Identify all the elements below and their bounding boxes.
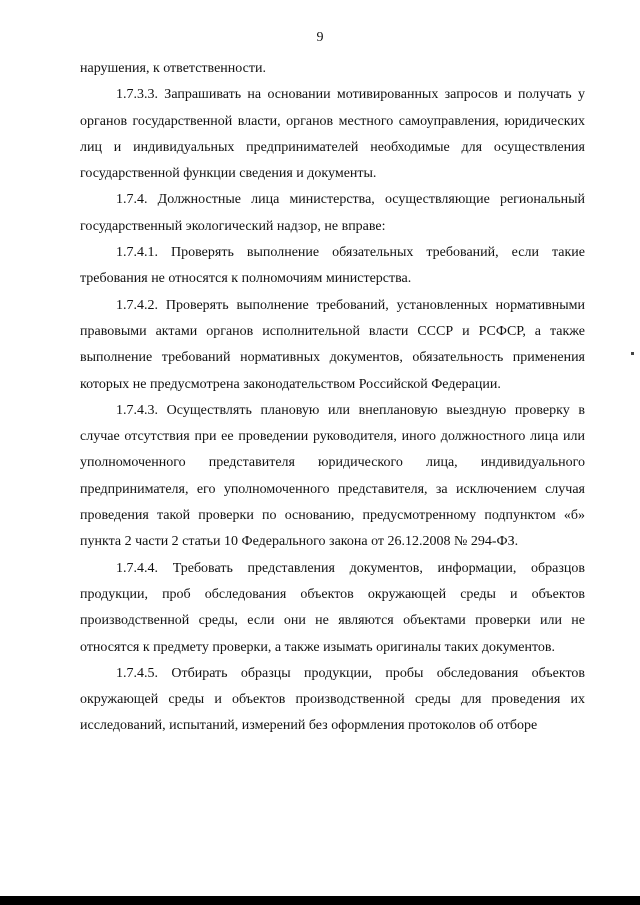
paragraph-1-7-4-4: 1.7.4.4. Требовать представления документов, информации, образцов продукции, проб обследования объектов окружающей среды и объектов производственной среды, если они не являются объектами проверки или не относятся к предмету проверки, а также изымать оригиналы таких документов.: [80, 560, 585, 655]
paragraph-continuation: нарушения, к ответственности.: [80, 61, 266, 76]
page-number: 9: [316, 30, 324, 45]
scan-speck: [631, 352, 634, 355]
paragraph-1-7-3-3: 1.7.3.3. Запрашивать на основании мотивированных запросов и получать у органов государственной власти, органов местного самоуправления, юридических лиц и индивидуальных предпринимателей необходимые для осуществления государственной функции сведения и документы.: [80, 87, 585, 182]
paragraph-1-7-4-3: 1.7.4.3. Осуществлять плановую или внеплановую выездную проверку в случае отсутствия при ее проведении руководителя, иного должностного лица или уполномоченного представителя юридического лица, индивидуального предпринимателя, его уполномоченного представителя, за исключением случая проведения такой проверки по основанию, предусмотренному подпунктом «б» пункта 2 части 2 статьи 10 Федерального закона от 26.12.2008 № 294-ФЗ.: [80, 402, 585, 550]
paragraph-1-7-4: 1.7.4. Должностные лица министерства, осуществляющие региональный государственный экологический надзор, не вправе:: [80, 192, 585, 234]
paragraph-1-7-4-5: 1.7.4.5. Отбирать образцы продукции, пробы обследования объектов окружающей среды и объектов производственной среды для проведения их исследований, испытаний, измерений без оформления протоколов об отборе: [80, 665, 585, 734]
document-body: [80, 56, 585, 740]
scan-bottom-edge: [0, 896, 640, 905]
paragraph-1-7-4-1: 1.7.4.1. Проверять выполнение обязательных требований, если такие требования не относятся к полномочиям министерства.: [80, 245, 585, 287]
paragraph-1-7-4-2: 1.7.4.2. Проверять выполнение требований, установленных нормативными правовыми актами органов исполнительной власти СССР и РСФСР, а также выполнение требований нормативных документов, обязательность применения которых не предусмотрена законодательством Российской Федерации.: [80, 297, 585, 392]
